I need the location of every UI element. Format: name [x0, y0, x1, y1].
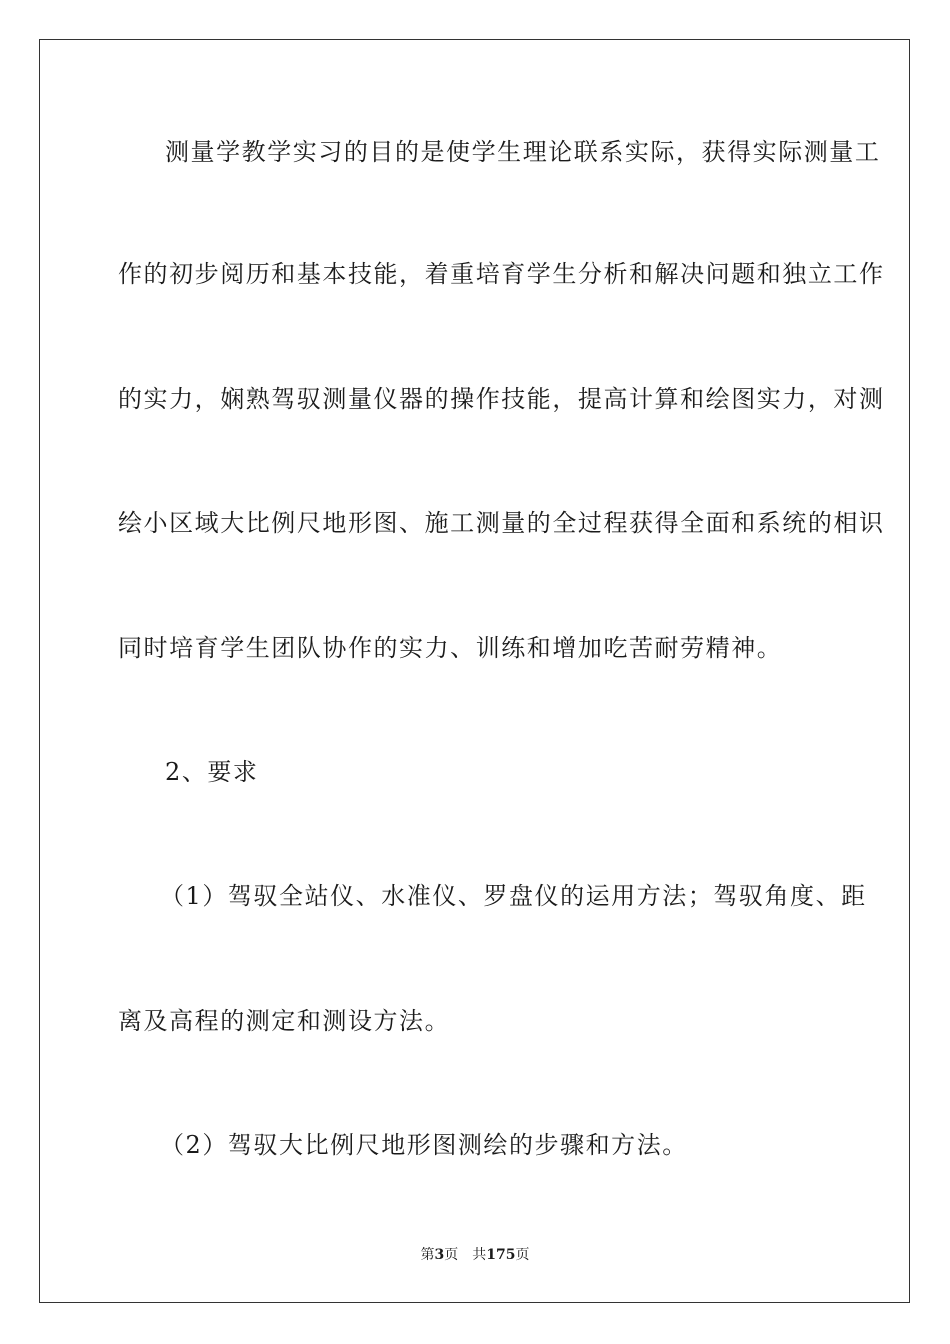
footer-total-suffix: 页	[515, 1247, 530, 1263]
body-line-5: 同时培育学生团队协作的实力、训练和增加吃苦耐劳精神。	[118, 634, 783, 662]
page-border	[39, 39, 910, 1303]
body-line-9: （2）驾驭大比例尺地形图测绘的步骤和方法。	[160, 1131, 688, 1159]
body-line-4: 绘小区域大比例尺地形图、施工测量的全过程获得全面和系统的相识	[118, 509, 885, 537]
footer-page-prefix: 第	[420, 1247, 435, 1263]
section-heading: 2、要求	[165, 758, 259, 786]
body-line-7: （1）驾驭全站仪、水准仪、罗盘仪的运用方法；驾驭角度、距	[160, 882, 867, 910]
footer-page-suffix: 页	[444, 1247, 459, 1263]
footer-total-pages: 175	[486, 1247, 516, 1263]
body-line-1: 测量学教学实习的目的是使学生理论联系实际，获得实际测量工	[165, 138, 881, 166]
body-line-3: 的实力，娴熟驾驭测量仪器的操作技能，提高计算和绘图实力，对测	[118, 385, 885, 413]
page-footer	[0, 1246, 950, 1264]
footer-page-number: 3	[434, 1247, 445, 1263]
body-line-8: 离及高程的测定和测设方法。	[118, 1007, 451, 1035]
footer-total-prefix: 共	[472, 1247, 487, 1263]
body-line-2: 作的初步阅历和基本技能，着重培育学生分析和解决问题和独立工作	[118, 260, 885, 288]
